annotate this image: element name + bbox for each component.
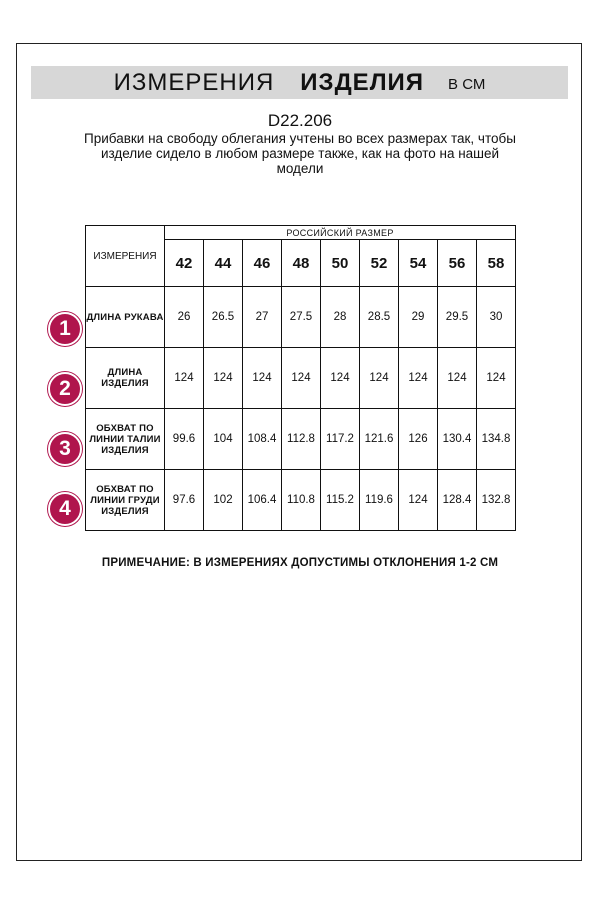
row-number-badge-1: 1 xyxy=(48,312,82,346)
row-number-badge-3: 3 xyxy=(48,432,82,466)
table-cell: 112.8 xyxy=(282,409,321,470)
table-cell: 110.8 xyxy=(282,470,321,531)
table-cell: 124 xyxy=(438,348,477,409)
table-cell: 29 xyxy=(399,287,438,348)
table-cell: 121.6 xyxy=(360,409,399,470)
table-cell: 27 xyxy=(243,287,282,348)
table-row xyxy=(86,470,516,531)
table-cell: 117.2 xyxy=(321,409,360,470)
fit-allowance-note: Прибавки на свободу облегания учтены во всех размерах так, чтобы изделие сидело в любом размере также, как на фото на нашей модели xyxy=(84,131,516,176)
size-48: 48 xyxy=(282,240,321,287)
title-product: ИЗДЕЛИЯ xyxy=(300,68,425,96)
table-cell: 124 xyxy=(399,348,438,409)
table-cell: 102 xyxy=(204,470,243,531)
title-unit: В СМ xyxy=(448,76,486,93)
size-56: 56 xyxy=(438,240,477,287)
size-46: 46 xyxy=(243,240,282,287)
table-cell: 108.4 xyxy=(243,409,282,470)
table-cell: 126 xyxy=(399,409,438,470)
table-cell: 29.5 xyxy=(438,287,477,348)
russian-size-header: РОССИЙСКИЙ РАЗМЕР xyxy=(165,226,516,240)
row-label-waist-circumference: ОБХВАТ ПО ЛИНИИ ТАЛИИ ИЗДЕЛИЯ xyxy=(86,409,165,470)
size-50: 50 xyxy=(321,240,360,287)
table-cell: 124 xyxy=(399,470,438,531)
table-cell: 28.5 xyxy=(360,287,399,348)
table-cell: 104 xyxy=(204,409,243,470)
table-cell: 130.4 xyxy=(438,409,477,470)
tolerance-footnote: ПРИМЕЧАНИЕ: В ИЗМЕРЕНИЯХ ДОПУСТИМЫ ОТКЛОНЕНИЯ 1-2 СМ xyxy=(101,557,499,569)
table-cell: 27.5 xyxy=(282,287,321,348)
title-measurements: ИЗМЕРЕНИЯ xyxy=(113,68,275,96)
table-cell: 132.8 xyxy=(477,470,516,531)
measurements-header: ИЗМЕРЕНИЯ xyxy=(86,226,165,287)
table-cell: 124 xyxy=(204,348,243,409)
size-44: 44 xyxy=(204,240,243,287)
table-cell: 30 xyxy=(477,287,516,348)
table-cell: 124 xyxy=(321,348,360,409)
article-number: D22.206 xyxy=(267,111,333,130)
size-52: 52 xyxy=(360,240,399,287)
row-label-chest-circumference: ОБХВАТ ПО ЛИНИИ ГРУДИ ИЗДЕЛИЯ xyxy=(86,470,165,531)
table-cell: 124 xyxy=(282,348,321,409)
table-cell: 99.6 xyxy=(165,409,204,470)
row-number-badge-4: 4 xyxy=(48,492,82,526)
size-58: 58 xyxy=(477,240,516,287)
table-row xyxy=(86,348,516,409)
title-bar xyxy=(31,66,568,99)
table-cell: 124 xyxy=(360,348,399,409)
table-cell: 124 xyxy=(165,348,204,409)
table-cell: 26.5 xyxy=(204,287,243,348)
table-row xyxy=(86,287,516,348)
table-cell: 28 xyxy=(321,287,360,348)
size-42: 42 xyxy=(165,240,204,287)
table-cell: 124 xyxy=(243,348,282,409)
table-cell: 128.4 xyxy=(438,470,477,531)
table-row xyxy=(86,409,516,470)
table-cell: 26 xyxy=(165,287,204,348)
row-number-badge-2: 2 xyxy=(48,372,82,406)
size-54: 54 xyxy=(399,240,438,287)
table-cell: 119.6 xyxy=(360,470,399,531)
table-cell: 97.6 xyxy=(165,470,204,531)
size-table xyxy=(85,225,516,531)
table-cell: 124 xyxy=(477,348,516,409)
row-label-product-length: ДЛИНА ИЗДЕЛИЯ xyxy=(86,348,165,409)
table-cell: 134.8 xyxy=(477,409,516,470)
table-cell: 106.4 xyxy=(243,470,282,531)
table-cell: 115.2 xyxy=(321,470,360,531)
row-label-sleeve-length: ДЛИНА РУКАВА xyxy=(86,287,165,348)
